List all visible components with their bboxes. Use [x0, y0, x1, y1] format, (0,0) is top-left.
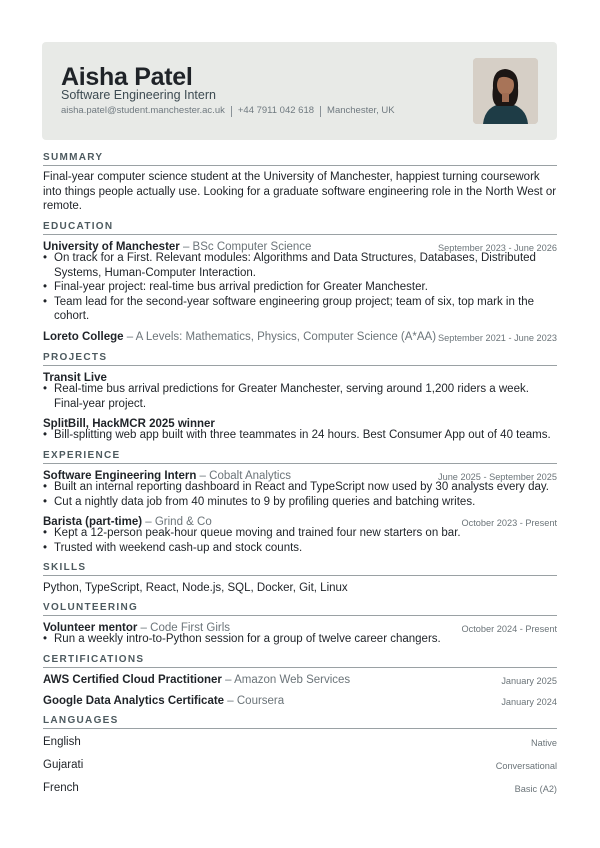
- resume-header: [42, 42, 557, 140]
- bullet-item: • Cut a nightly data job from 40 minutes to 9 by profiling queries and batching writes.: [43, 495, 557, 510]
- section-title-experience: EXPERIENCE: [43, 450, 557, 464]
- candidate-name: Aisha Patel: [61, 63, 193, 91]
- language-level: Basic (A2): [514, 784, 557, 794]
- section-title-skills: SKILLS: [43, 562, 557, 576]
- bullet-item: • On track for a First. Relevant modules: Algorithms and Data Structures, Databases, Distributed Systems, Human-Computer Interaction.: [43, 251, 557, 280]
- bullet-item: • Kept a 12-person peak-hour queue moving and trained four new starters on bar.: [43, 526, 557, 541]
- experience-bullets: [43, 526, 557, 555]
- bullet-item: • Team lead for the second-year software engineering group project; team of six, top mark in the cohort.: [43, 295, 557, 324]
- email-text[interactable]: aisha.patel@student.manchester.ac.uk: [61, 105, 225, 116]
- education-date: September 2021 - June 2023: [437, 333, 557, 343]
- education-org: University of Manchester: [43, 241, 180, 253]
- section-title-education: EDUCATION: [43, 221, 557, 235]
- language-name: French: [43, 782, 79, 794]
- certification-name: Google Data Analytics Certificate: [43, 695, 225, 707]
- job-title: Software Engineering Intern: [43, 470, 197, 482]
- volunteering-bullets: [43, 632, 557, 647]
- section-title-projects: PROJECTS: [43, 352, 557, 366]
- project-name: Transit Live: [43, 372, 107, 384]
- language-name: English: [43, 736, 81, 748]
- language-level: Native: [530, 738, 557, 748]
- bullet-item: • Built an internal reporting dashboard in React and TypeScript now used by 30 analysts every day.: [43, 480, 557, 495]
- employer: – Cobalt Analytics: [196, 470, 291, 482]
- language-name: Gujarati: [43, 759, 84, 771]
- language-row: [43, 781, 557, 795]
- certification-entry: [43, 673, 557, 687]
- bullet-item: • Final-year project: real-time bus arrival prediction for Greater Manchester.: [43, 280, 557, 295]
- employer: – Grind & Co: [142, 516, 212, 528]
- contact-divider: [231, 106, 232, 117]
- bullet-item: • Bill-splitting web app built with three teammates in 24 hours. Best Consumer App out of 40 teams.: [43, 428, 557, 443]
- section-title-certifications: CERTIFICATIONS: [43, 654, 557, 668]
- job-date: October 2023 - Present: [461, 518, 557, 528]
- project-bullets: [43, 382, 557, 411]
- certification-name: AWS Certified Cloud Practitioner: [43, 674, 222, 686]
- section-title-languages: LANGUAGES: [43, 715, 557, 729]
- certification-date: January 2024: [501, 697, 557, 707]
- location-text: Manchester, UK: [327, 105, 395, 116]
- language-level: Conversational: [495, 761, 557, 771]
- project-bullets: [43, 428, 557, 443]
- experience-bullets: [43, 480, 557, 509]
- phone-text[interactable]: +44 7911 042 618: [237, 105, 315, 116]
- bullet-item: • Run a weekly intro-to-Python session for a group of twelve career changers.: [43, 632, 557, 647]
- certification-issuer: – Amazon Web Services: [221, 674, 351, 686]
- contact-line: [61, 104, 395, 118]
- candidate-role: Software Engineering Intern: [61, 88, 216, 102]
- education-date: September 2023 - June 2026: [437, 243, 557, 253]
- certification-issuer: – Coursera: [224, 695, 285, 707]
- project-name: SplitBill, HackMCR 2025 winner: [43, 418, 215, 430]
- profile-photo: [473, 58, 538, 124]
- education-degree: – BSc Computer Science: [179, 241, 312, 253]
- section-title-summary: SUMMARY: [43, 152, 557, 166]
- bullet-item: • Trusted with weekend cash-up and stock counts.: [43, 541, 557, 556]
- volunteer-organisation: – Code First Girls: [137, 622, 231, 634]
- volunteer-date: October 2024 - Present: [461, 624, 557, 634]
- job-title: Barista (part-time): [43, 516, 143, 528]
- education-degree: – A Levels: Mathematics, Physics, Computer Science (A*AA): [123, 331, 437, 343]
- profile-photo-illustration: [473, 58, 538, 124]
- language-row: [43, 758, 557, 772]
- education-bullets: [43, 251, 557, 324]
- education-org: Loreto College: [43, 331, 124, 343]
- education-entry-head: [43, 330, 557, 344]
- contact-divider: [320, 106, 321, 117]
- summary-text: Final-year computer science student at the University of Manchester, happiest turning coursework into things people actually use. Looking for a graduate software engineering role in the North West or remote.: [43, 171, 557, 213]
- certification-date: January 2025: [501, 676, 557, 686]
- section-title-volunteering: VOLUNTEERING: [43, 602, 557, 616]
- certification-entry: [43, 694, 557, 708]
- bullet-item: • Real-time bus arrival predictions for Greater Manchester, serving around 1,200 riders a week. Final-year project.: [43, 382, 557, 411]
- language-row: [43, 735, 557, 749]
- volunteer-role: Volunteer mentor: [43, 622, 138, 634]
- job-date: June 2025 - September 2025: [437, 472, 557, 482]
- skills-text: Python, TypeScript, React, Node.js, SQL, Docker, Git, Linux: [43, 582, 348, 594]
